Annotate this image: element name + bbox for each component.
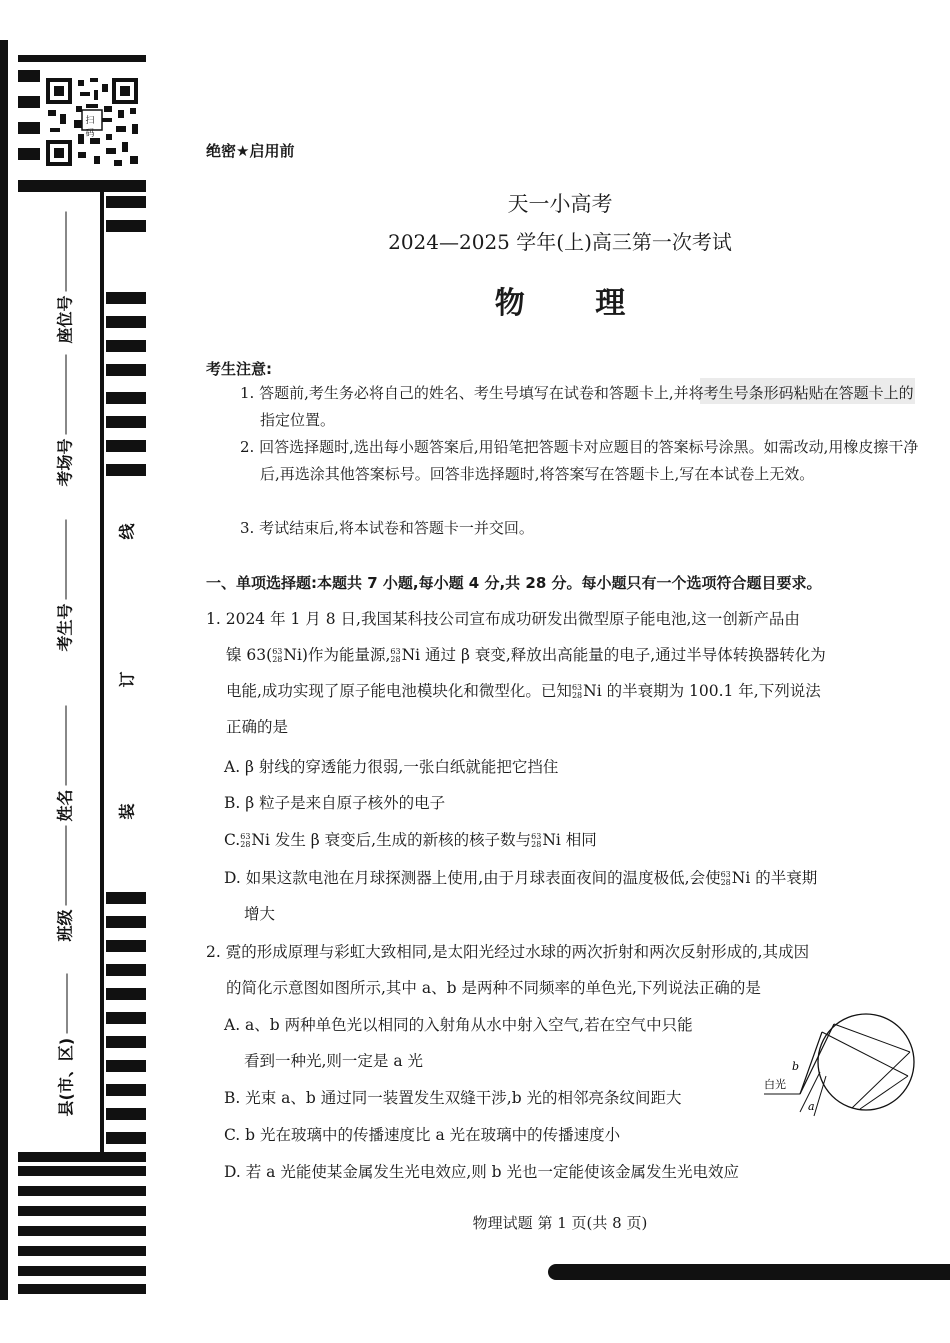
nuclide-mass: 63 bbox=[720, 870, 731, 879]
nuclide-mass: 63 bbox=[240, 832, 251, 841]
nuclide-z: 28 bbox=[240, 840, 251, 849]
nuclide-z: 28 bbox=[272, 655, 283, 664]
q2-option-c: C. b 光在玻璃中的传播速度比 a 光在玻璃中的传播速度小 bbox=[224, 1126, 621, 1144]
q1-line-2 bbox=[206, 637, 921, 673]
label-a: a bbox=[808, 1100, 815, 1113]
label-white-light: 白光 bbox=[764, 1078, 786, 1091]
candidate-number-label: 考生号 bbox=[55, 603, 75, 652]
notice-item-2 bbox=[240, 434, 920, 488]
candidate-number-field[interactable] bbox=[53, 552, 76, 652]
q1-option-b: B. β 粒子是来自原子核外的电子 bbox=[224, 794, 446, 812]
strip-top-left-stripes bbox=[18, 62, 40, 180]
subject-title: 物 理 bbox=[494, 286, 656, 321]
notice-title: 考生注意: bbox=[206, 360, 272, 378]
nuclide-mass: 63 bbox=[272, 647, 283, 656]
class-field[interactable] bbox=[53, 842, 76, 942]
notice-item-text: 2. 回答选择题时,选出每小题答案后,用铅笔把答题卡对应题目的答案标号涂黑。如需改动,用橡皮擦干净后,再选涂其他答案标号。回答非选择题时,将答案写在答题卡上,写在本试卷上无效。 bbox=[240, 438, 919, 483]
strip-binding-line bbox=[100, 192, 104, 1152]
seal-word-pack: 装 bbox=[117, 803, 137, 820]
nuclide-mass: 63 bbox=[390, 647, 401, 656]
nuclide-ni63 bbox=[721, 871, 731, 887]
seal-word-bind: 订 bbox=[117, 671, 137, 688]
q1-text: 电能,成功实现了原子能电池模块化和微型化。已知 bbox=[226, 682, 572, 700]
nuclide-z: 28 bbox=[571, 691, 583, 700]
notice-item-text: 1. 答题前,考生务必将自己的姓名、考生号填写在试卷和答题卡上,并将考生号条形码粘贴在答题卡上的指定位置。 bbox=[240, 384, 914, 429]
q2-line-2: 的简化示意图如图所示,其中 a、b 是两种不同频率的单色光,下列说法正确的是 bbox=[226, 979, 761, 997]
name-label: 姓名 bbox=[55, 789, 75, 822]
q1-text: Ni 的半衰期为 100.1 年,下列说法 bbox=[583, 682, 821, 700]
q1-text: Ni 相同 bbox=[542, 831, 597, 849]
county-field[interactable] bbox=[54, 987, 77, 1117]
nuclide-ni63 bbox=[390, 648, 400, 664]
q1-option-d-cont: 增大 bbox=[244, 905, 276, 923]
q1-text: 镍 63( bbox=[226, 646, 273, 664]
q2-option-a-line-2: 看到一种光,则一定是 a 光 bbox=[244, 1052, 424, 1070]
seat-number-label: 座位号 bbox=[55, 295, 75, 344]
q1-text: Ni 发生 β 衰变后,生成的新核的核子数与 bbox=[251, 831, 532, 849]
exam-brand: 天一小高考 bbox=[507, 192, 613, 216]
q2-line-1: 2. 霓的形成原理与彩虹大致相同,是太阳光经过水球的两次折射和两次反射形成的,其成因 bbox=[206, 943, 810, 961]
q2-option-d: D. 若 a 光能使某金属发生光电效应,则 b 光也一定能使该金属发生光电效应 bbox=[224, 1163, 740, 1181]
q2-option-a-line-1: A. a、b 两种单色光以相同的入射角从水中射入空气,若在空气中只能 bbox=[224, 1016, 693, 1034]
nuclide-mass: 63 bbox=[571, 683, 583, 692]
question-2 bbox=[206, 934, 921, 1006]
q1-line-3 bbox=[206, 673, 921, 709]
nuclide-z: 28 bbox=[390, 655, 401, 664]
q1-text: Ni)作为能量源, bbox=[283, 646, 391, 664]
nuclide-z: 28 bbox=[531, 840, 542, 849]
name-field[interactable] bbox=[53, 722, 76, 822]
class-label: 班级 bbox=[55, 909, 75, 942]
q1-text: Ni 通过 β 衰变,释放出高能量的电子,通过半导体转换器转化为 bbox=[401, 646, 826, 664]
strip-lower-bar bbox=[18, 1152, 146, 1162]
q1-line-4: 正确的是 bbox=[226, 718, 289, 736]
notice-item-1 bbox=[240, 380, 920, 434]
water-drop-diagram bbox=[760, 1012, 920, 1122]
exam-room-field[interactable] bbox=[53, 387, 76, 487]
bottom-scan-bar bbox=[548, 1264, 950, 1280]
q1-text: C. bbox=[224, 831, 241, 849]
q2-option-a bbox=[224, 1007, 764, 1079]
seal-word-line: 线 bbox=[117, 523, 137, 540]
nuclide-ni63 bbox=[531, 833, 541, 849]
page-footer: 物理试题 第 1 页(共 8 页) bbox=[472, 1214, 648, 1232]
q1-option-d bbox=[224, 860, 924, 932]
exam-room-label: 考场号 bbox=[55, 438, 75, 487]
nuclide-mass: 63 bbox=[531, 832, 542, 841]
q1-option-c bbox=[224, 822, 597, 858]
exam-title: 2024—2025 学年(上)高三第一次考试 bbox=[388, 230, 732, 254]
section-heading: 一、单项选择题:本题共 7 小题,每小题 4 分,共 28 分。每小题只有一个选项符合题目要求。 bbox=[206, 574, 822, 592]
label-b: b bbox=[792, 1060, 800, 1073]
q1-option-a: A. β 射线的穿透能力很弱,一张白纸就能把它挡住 bbox=[224, 758, 559, 776]
county-label: 县(市、区) bbox=[56, 1037, 76, 1117]
qr-center-label: 扫码 bbox=[85, 116, 95, 139]
question-1 bbox=[206, 601, 921, 745]
notice-item-text: 3. 考试结束后,将本试卷和答题卡一并交回。 bbox=[240, 519, 534, 537]
nuclide-ni63 bbox=[572, 684, 582, 700]
notice-item-3 bbox=[240, 515, 920, 542]
strip-top-bar bbox=[18, 55, 146, 62]
nuclide-z: 28 bbox=[720, 878, 731, 887]
confidential-mark: 绝密★启用前 bbox=[206, 142, 295, 160]
nuclide-ni63 bbox=[272, 648, 282, 664]
q1-text: D. 如果这款电池在月球探测器上使用,由于月球表面夜间的温度极低,会使 bbox=[224, 869, 721, 887]
nuclide-ni63 bbox=[240, 833, 250, 849]
q1-text: Ni 的半衰期 bbox=[731, 869, 818, 887]
q2-option-b: B. 光束 a、b 通过同一装置发生双缝干涉,b 光的相邻亮条纹间距大 bbox=[224, 1089, 682, 1107]
q1-line-1: 1. 2024 年 1 月 8 日,我国某科技公司宣布成功研发出微型原子能电池,这一创新产品由 bbox=[206, 610, 800, 628]
